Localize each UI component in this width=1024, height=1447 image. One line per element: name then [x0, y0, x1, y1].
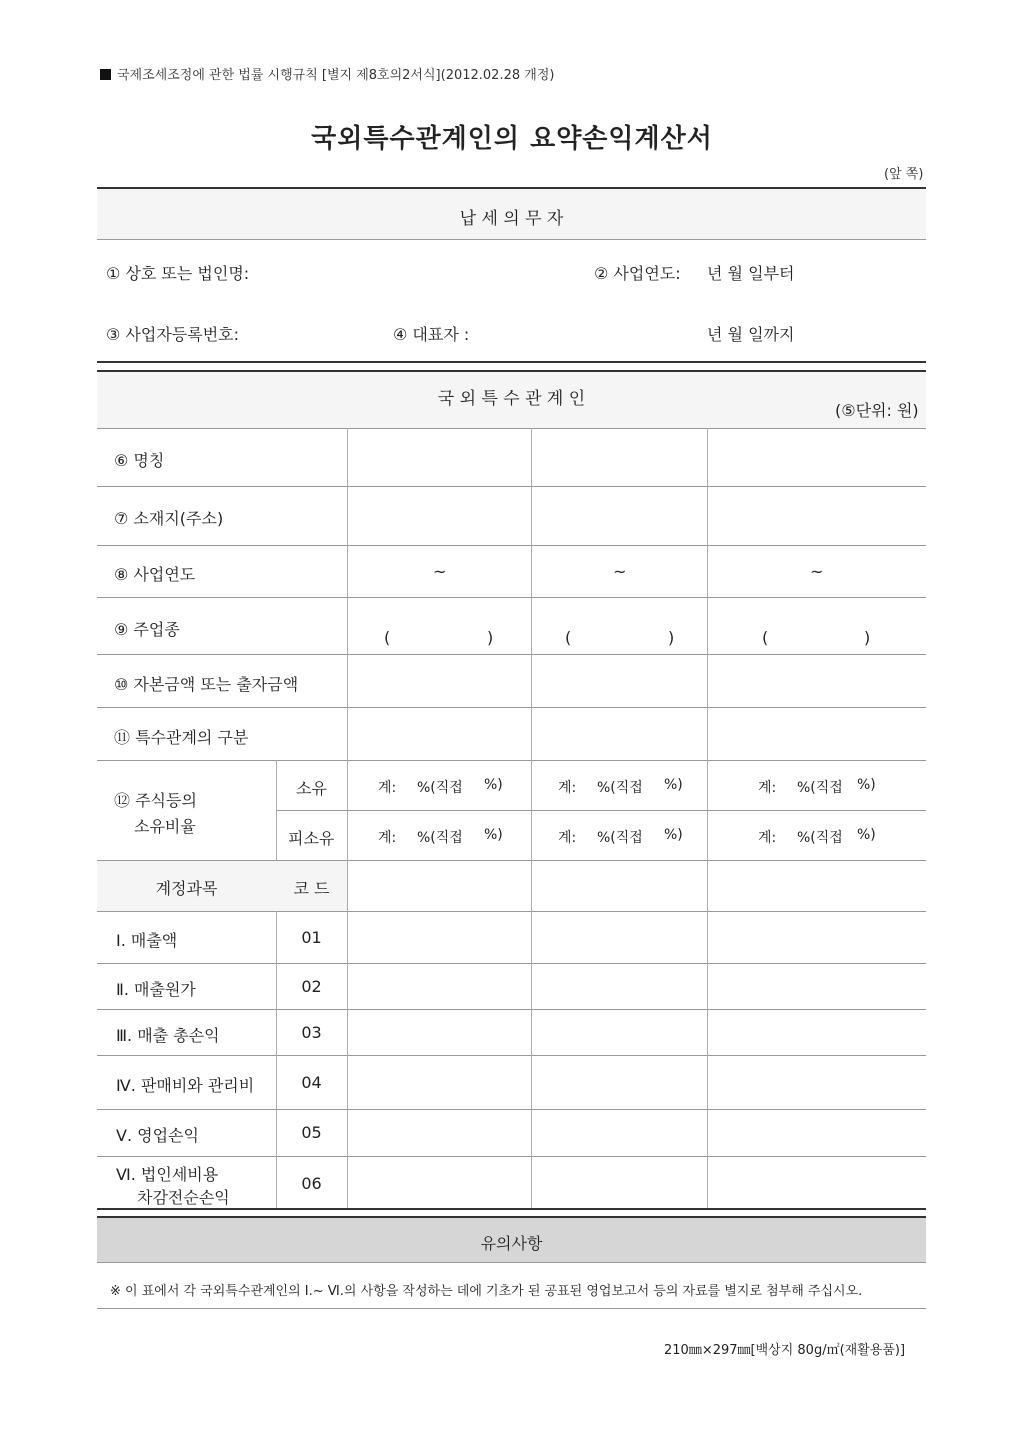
- row-address-label: ⑦ 소재지(주소): [114, 509, 224, 528]
- row-line: [97, 1109, 926, 1110]
- divider: [97, 239, 926, 240]
- notes-text: ※ 이 표에서 각 국외특수관계인의 Ⅰ.~ Ⅵ.의 사항을 작성하는 데에 기초가 된 공표된 영업보고서 등의 자료를 별지로 첨부해 주십시오.: [110, 1284, 863, 1299]
- divider: [97, 1308, 926, 1309]
- section-border: [97, 1208, 926, 1210]
- row-line: [97, 1009, 926, 1010]
- paren-open: (: [762, 628, 769, 647]
- account-item-header: 계정과목: [155, 879, 218, 898]
- account-code: 04: [301, 1073, 322, 1092]
- row-line: [97, 654, 926, 655]
- paren-open: (: [384, 628, 391, 647]
- paren-open: (: [565, 628, 572, 647]
- account-code: 06: [301, 1174, 322, 1193]
- ratio-direct: %(직접: [797, 830, 843, 846]
- ratio-direct: %(직접: [797, 780, 843, 796]
- business-reg-label: ③ 사업자등록번호:: [106, 325, 240, 344]
- row-share-label-2: 소유비율: [134, 817, 196, 836]
- row-share-label-1: ⑫ 주식등의: [114, 791, 197, 810]
- col-line: [707, 428, 708, 1208]
- account-code: 05: [301, 1123, 322, 1142]
- own-label: 소유: [296, 779, 327, 798]
- row-line: [97, 760, 926, 761]
- account-code-header: 코 드: [293, 879, 330, 898]
- page-side-label: (앞 쪽): [884, 167, 924, 182]
- account-label: Ⅲ. 매출 총손익: [116, 1026, 220, 1045]
- account-label: Ⅵ. 법인세비용: [116, 1165, 219, 1184]
- account-label: 차감전순손익: [137, 1188, 230, 1207]
- related-section-title: 국 외 특 수 관 계 인: [437, 389, 586, 409]
- row-industry-label: ⑨ 주업종: [114, 620, 180, 639]
- ratio-close: %): [857, 827, 876, 843]
- unit-label: (⑤단위: 원): [835, 401, 919, 420]
- paren-close: ): [668, 628, 675, 647]
- ratio-direct: %(직접: [417, 780, 463, 796]
- representative-label: ④ 대표자 :: [393, 325, 470, 344]
- ratio-total: 계:: [758, 780, 777, 796]
- account-label: Ⅱ. 매출원가: [116, 980, 196, 999]
- col-line: [347, 428, 348, 1208]
- page-title: 국외특수관계인의 요약손익계산서: [311, 124, 713, 154]
- account-label: Ⅳ. 판매비와 관리비: [116, 1076, 255, 1095]
- ratio-direct: %(직접: [597, 830, 643, 846]
- account-label: Ⅰ. 매출액: [116, 931, 178, 950]
- ratio-total: 계:: [558, 830, 577, 846]
- ratio-total: 계:: [378, 830, 397, 846]
- row-line: [97, 545, 926, 546]
- ratio-close: %): [484, 827, 503, 843]
- row-line: [276, 810, 926, 811]
- account-code: 02: [301, 977, 322, 996]
- ratio-total: 계:: [758, 830, 777, 846]
- ratio-direct: %(직접: [597, 780, 643, 796]
- fiscal-year-from: 년 월 일부터: [707, 264, 795, 283]
- ratio-close: %): [484, 777, 503, 793]
- row-line: [97, 1055, 926, 1056]
- account-code: 01: [301, 928, 322, 947]
- fiscal-year-label: ② 사업연도:: [594, 264, 681, 283]
- ratio-direct: %(직접: [417, 830, 463, 846]
- paper-spec: 210㎜×297㎜[백상지 80g/㎡(재활용품)]: [664, 1343, 906, 1358]
- form-reference-text: 국제조세조정에 관한 법률 시행규칙 [별지 제8호의2서식](2012.02.28 개정): [117, 68, 555, 83]
- fiscal-year-to: 년 월 일까지: [707, 325, 795, 344]
- ratio-total: 계:: [558, 780, 577, 796]
- divider: [97, 428, 926, 429]
- row-relation-label: ⑪ 특수관계의 구분: [114, 728, 249, 747]
- taxpayer-section-title: 납 세 의 무 자: [459, 209, 564, 229]
- row-line: [97, 963, 926, 964]
- account-label: Ⅴ. 영업손익: [116, 1126, 199, 1145]
- ratio-close: %): [664, 777, 683, 793]
- notes-title: 유의사항: [480, 1234, 543, 1253]
- row-line: [97, 486, 926, 487]
- divider: [97, 1262, 926, 1263]
- row-capital-label: ⑩ 자본금액 또는 출자금액: [114, 675, 299, 694]
- row-line: [97, 911, 926, 912]
- row-name-label: ⑥ 명칭: [114, 451, 165, 470]
- tilde: ~: [810, 562, 824, 581]
- paren-close: ): [864, 628, 871, 647]
- owned-label: 피소유: [288, 829, 335, 848]
- ratio-close: %): [664, 827, 683, 843]
- row-line: [97, 597, 926, 598]
- paren-close: ): [487, 628, 494, 647]
- row-line: [97, 707, 926, 708]
- col-line: [531, 428, 532, 1208]
- ratio-close: %): [857, 777, 876, 793]
- tilde: ~: [433, 562, 447, 581]
- row-fiscal-year-label: ⑧ 사업연도: [114, 565, 196, 584]
- ratio-total: 계:: [378, 780, 397, 796]
- square-bullet-icon: [100, 69, 111, 80]
- company-name-label: ① 상호 또는 법인명:: [106, 264, 250, 283]
- form-reference: [100, 64, 554, 83]
- account-code: 03: [301, 1023, 322, 1042]
- tilde: ~: [613, 562, 627, 581]
- row-line: [97, 1156, 926, 1157]
- section-border: [97, 361, 926, 363]
